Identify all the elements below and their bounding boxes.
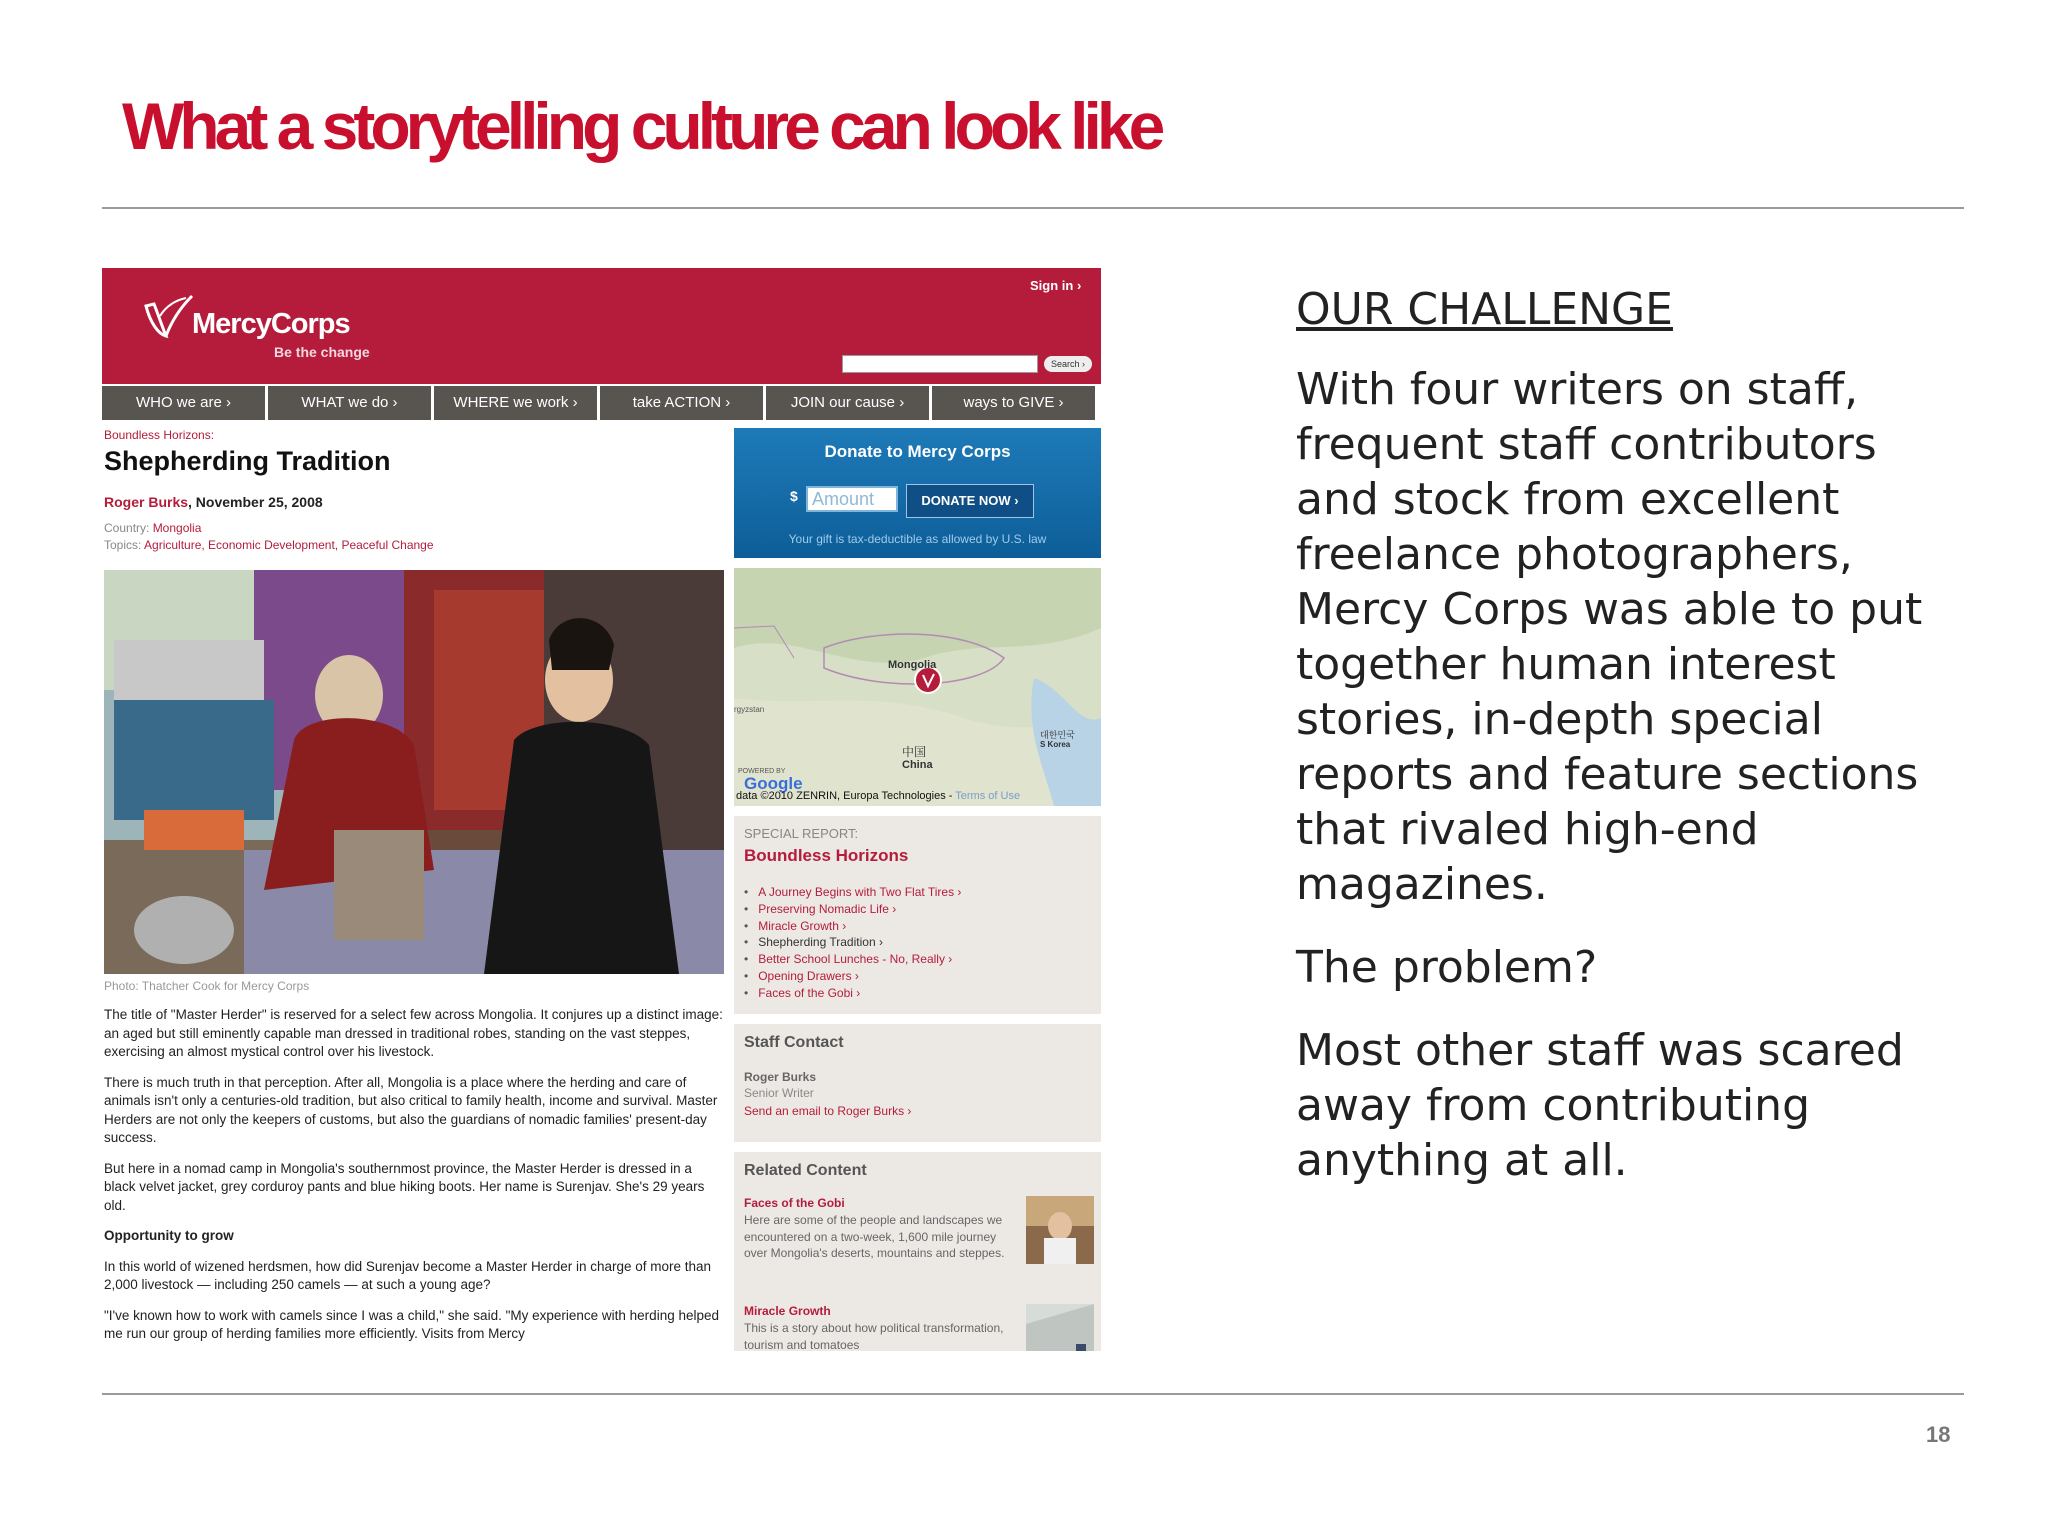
problem-question: The problem? bbox=[1296, 942, 1598, 993]
map-label-mongolia: Mongolia bbox=[888, 659, 937, 671]
article-paragraph: In this world of wizened herdsmen, how did Surenjav become a Master Herder in charge of more than 2,000 livestock — including 250 camels — at such a young age? bbox=[104, 1258, 712, 1292]
nav-item-ways-to-give[interactable]: ways to GIVE › bbox=[932, 386, 1095, 420]
story-kicker[interactable]: Boundless Horizons: bbox=[104, 428, 215, 442]
map-label-korea: 대한민국 bbox=[1040, 730, 1075, 740]
map-label-korea-en: S Korea bbox=[1040, 740, 1071, 749]
map-label-china: China bbox=[902, 759, 933, 771]
related-thumbnail[interactable] bbox=[1026, 1196, 1094, 1264]
list-item[interactable]: • Preserving Nomadic Life › bbox=[744, 901, 961, 918]
terms-of-use-link[interactable]: Terms of Use bbox=[955, 790, 1021, 802]
article-subheading: Opportunity to grow bbox=[104, 1228, 234, 1243]
country-meta bbox=[104, 521, 201, 535]
article-body bbox=[104, 1006, 724, 1351]
search-input[interactable] bbox=[842, 355, 1038, 373]
list-item[interactable]: • A Journey Begins with Two Flat Tires › bbox=[744, 884, 961, 901]
problem-answer: Most other staff was scared away from contributing anything at all. bbox=[1296, 1025, 1904, 1186]
nav-item-who-we-are[interactable]: WHO we are › bbox=[102, 386, 265, 420]
list-item[interactable]: • Faces of the Gobi › bbox=[744, 985, 961, 1002]
map-powered-by: POWERED BY bbox=[738, 768, 786, 775]
sign-in-link[interactable]: Sign in › bbox=[1030, 278, 1082, 293]
google-logo[interactable]: Google bbox=[744, 774, 803, 793]
related-content-box bbox=[734, 1152, 1101, 1351]
map-label-china-native: 中国 bbox=[902, 745, 927, 759]
donate-now-button[interactable]: DONATE NOW › bbox=[906, 484, 1034, 518]
country-label: Country: bbox=[104, 521, 153, 535]
site-header bbox=[102, 268, 1101, 384]
search-button[interactable]: Search › bbox=[1044, 356, 1092, 372]
tax-note: Your gift is tax-deductible as allowed by U.S. law bbox=[788, 532, 1047, 546]
topics-meta bbox=[104, 538, 434, 552]
contact-role: Senior Writer bbox=[744, 1086, 814, 1100]
special-report-label: SPECIAL REPORT: bbox=[744, 826, 859, 841]
special-report-title[interactable]: Boundless Horizons bbox=[744, 846, 909, 865]
logo-tagline: Be the change bbox=[274, 344, 370, 360]
related-item-title[interactable]: Miracle Growth bbox=[744, 1304, 831, 1318]
topics-label: Topics: bbox=[104, 538, 145, 552]
logo-name: MercyCorps bbox=[192, 308, 350, 340]
nav-item-take-action[interactable]: take ACTION › bbox=[600, 386, 763, 420]
bottom-divider bbox=[102, 1393, 1964, 1395]
challenge-heading: OUR CHALLENGE bbox=[1296, 284, 1673, 335]
top-divider bbox=[102, 207, 1964, 209]
logo-swoosh-icon bbox=[136, 286, 196, 346]
author-link[interactable]: Roger Burks bbox=[104, 494, 189, 510]
nav-item-join-our-cause[interactable]: JOIN our cause › bbox=[766, 386, 929, 420]
challenge-column bbox=[1296, 282, 1936, 1216]
list-item[interactable]: • Better School Lunches - No, Really › bbox=[744, 951, 961, 968]
list-item[interactable]: • Opening Drawers › bbox=[744, 968, 961, 985]
location-map[interactable] bbox=[734, 568, 1101, 806]
article-paragraph: There is much truth in that perception. After all, Mongolia is a place where the herding and care of animals isn't only a centuries-old tradition, but also critical to family health, income and survival. Master Herders are not only the keepers of customs, but also the guardians of nomadic families' present-day success. bbox=[104, 1074, 718, 1145]
related-thumbnail[interactable] bbox=[1026, 1304, 1094, 1351]
related-item-title[interactable]: Faces of the Gobi bbox=[744, 1196, 845, 1210]
page-number: 18 bbox=[1926, 1422, 1951, 1447]
email-contact-link[interactable]: Send an email to Roger Burks › bbox=[744, 1104, 912, 1118]
staff-contact-box bbox=[734, 1024, 1101, 1142]
slide-title: What a storytelling culture can look like bbox=[122, 89, 1161, 163]
topics-links[interactable]: Agriculture, Economic Development, Peaceful Change bbox=[144, 538, 434, 552]
special-report-box bbox=[734, 816, 1101, 1014]
article-paragraph: But here in a nomad camp in Mongolia's southernmost province, the Master Herder is dressed in a black velvet jacket, grey corduroy pants and blue hiking boots. Her name is Surenjav. She's 29 years old. bbox=[104, 1160, 705, 1213]
article-paragraph: "I've known how to work with camels since I was a child," she said. "My experience with herding helped me run our group of herding families more efficiently. Visits from Mercy bbox=[104, 1307, 719, 1341]
photo-credit: Photo: Thatcher Cook for Mercy Corps bbox=[104, 979, 310, 993]
related-item-text: This is a story about how political transformation, tourism and tomatoes bbox=[744, 1321, 1004, 1351]
story-date: , November 25, 2008 bbox=[188, 494, 323, 510]
country-link[interactable]: Mongolia bbox=[152, 521, 202, 535]
main-nav bbox=[102, 386, 1101, 420]
challenge-paragraph: With four writers on staff, frequent staff contributors and stock from excellent freelance photographers, Mercy Corps was able to put together human interest stories, in-depth special reports and feature sections that rivaled high-end magazines. bbox=[1296, 364, 1923, 910]
website-screenshot bbox=[102, 268, 1101, 1351]
donate-box bbox=[734, 428, 1101, 558]
special-report-list bbox=[744, 884, 961, 1002]
nav-item-where-we-work[interactable]: WHERE we work › bbox=[434, 386, 597, 420]
map-attribution bbox=[736, 790, 1020, 802]
list-item-current: • Shepherding Tradition › bbox=[744, 934, 961, 951]
contact-name: Roger Burks bbox=[744, 1070, 817, 1084]
list-item[interactable]: • Miracle Growth › bbox=[744, 918, 961, 935]
story-title: Shepherding Tradition bbox=[104, 446, 391, 476]
staff-contact-heading: Staff Contact bbox=[744, 1034, 844, 1051]
story-photo bbox=[104, 570, 724, 974]
donate-title: Donate to Mercy Corps bbox=[824, 442, 1011, 461]
article-paragraph: The title of "Master Herder" is reserved for a select few across Mongolia. It conjures up a distinct image: an aged but still eminently capable man dressed in traditional robes, standing on the vast steppes, exercising an almost mystical control over his livestock. bbox=[104, 1007, 723, 1059]
map-attribution-text: data ©2010 ZENRIN, Europa Technologies - bbox=[736, 790, 956, 802]
currency-symbol: $ bbox=[790, 488, 798, 504]
nav-item-what-we-do[interactable]: WHAT we do › bbox=[268, 386, 431, 420]
donation-amount-input[interactable]: Amount bbox=[806, 486, 898, 512]
related-content-heading: Related Content bbox=[744, 1162, 867, 1179]
byline bbox=[104, 494, 323, 510]
map-label-kyrgyzstan: rgyzstan bbox=[734, 705, 765, 714]
related-item-text: Here are some of the people and landscapes we encountered on a two-week, 1,600 mile journey over Mongolia's deserts, mountains and steppes. bbox=[744, 1213, 1005, 1260]
